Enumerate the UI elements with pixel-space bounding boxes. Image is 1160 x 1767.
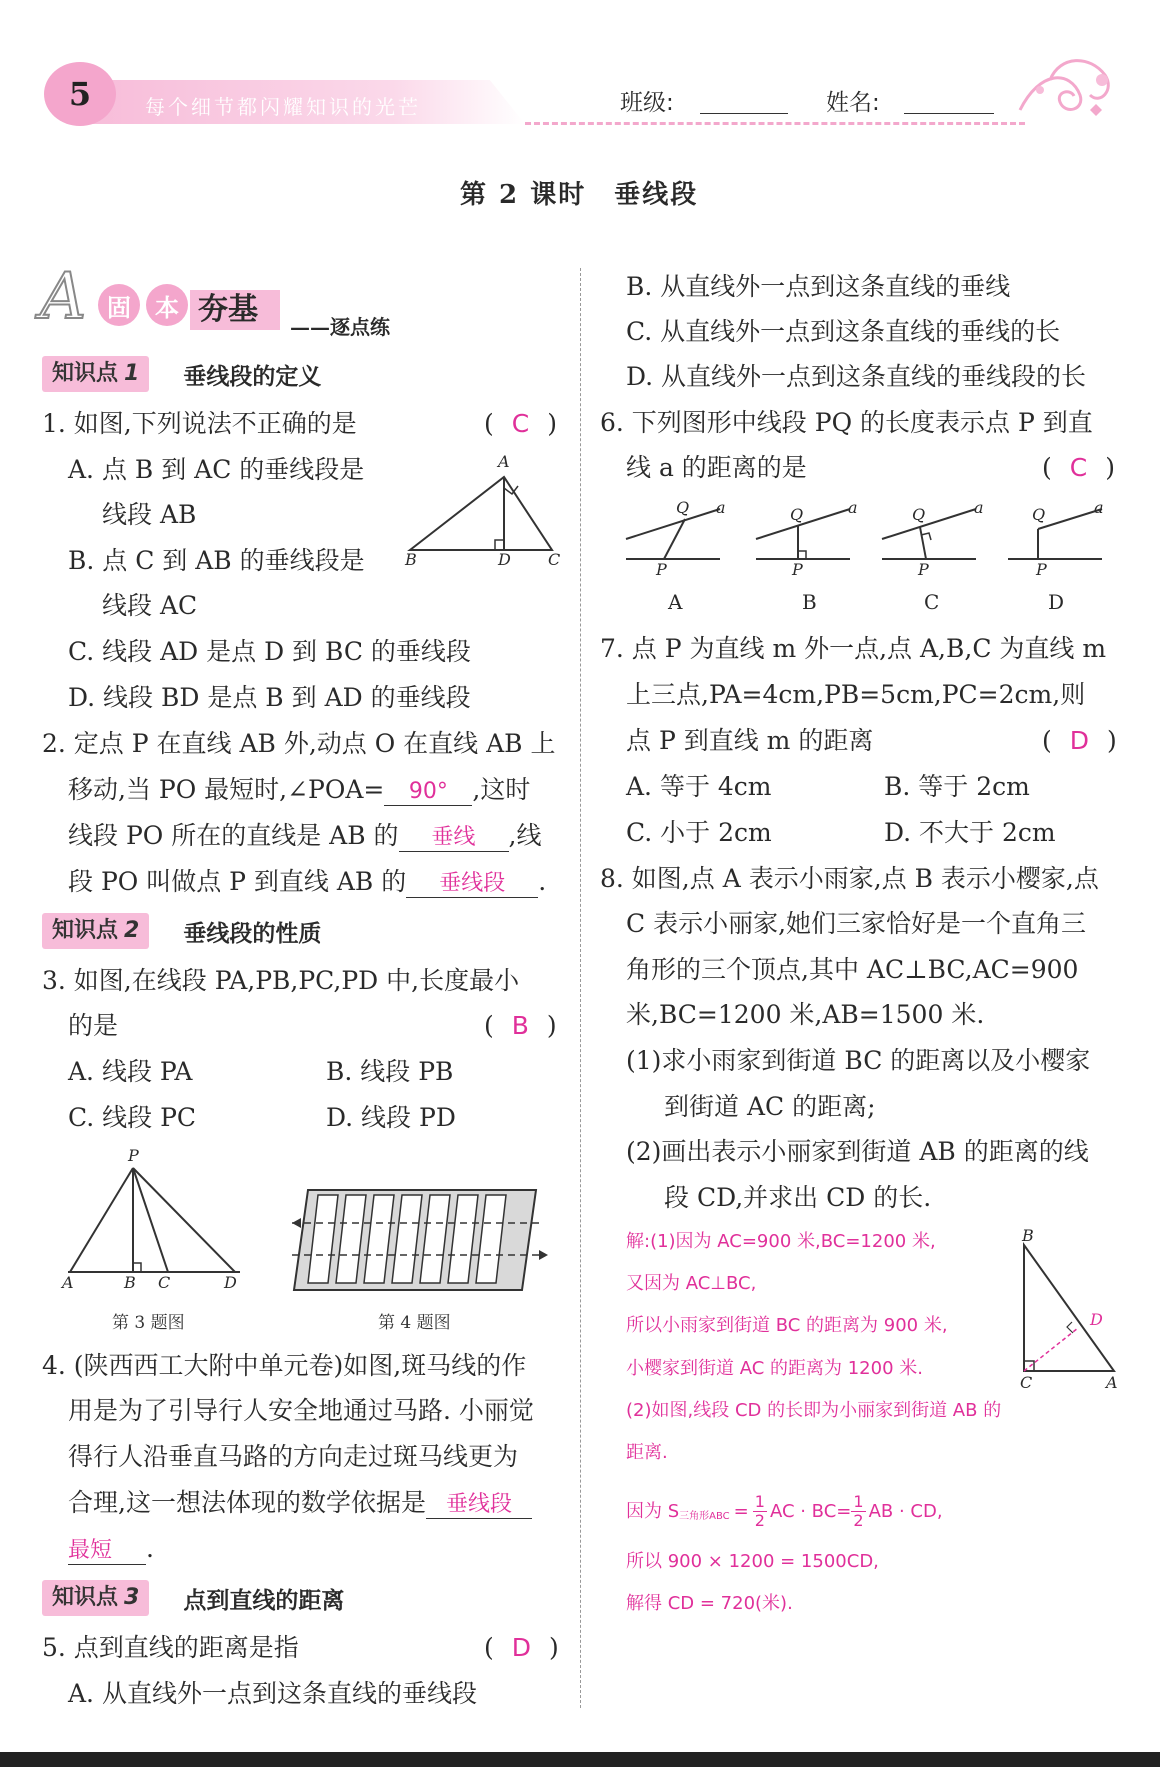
q3-line2: 的是 (68, 1011, 119, 1040)
q2-line2: 移动,当 PO 最短时,∠POA= 90° ,这时 (68, 775, 531, 804)
q6-fig-a-a: a (716, 498, 726, 517)
q8-line4: 米,BC=1200 米,AB=1500 米. (626, 1000, 985, 1029)
q7-line3: 点 P 到直线 m 的距离 (626, 726, 874, 755)
q8-solution-2: 又因为 AC⊥BC, (626, 1273, 757, 1294)
q1-answer: C (511, 409, 530, 438)
q6-label-b: B (802, 590, 817, 614)
q8-solution-4: 小樱家到街道 AC 的距离为 1200 米. (626, 1358, 923, 1379)
name-field[interactable] (904, 113, 994, 114)
q4-blank-2[interactable]: 最短 (68, 1538, 146, 1565)
q6-line2: 线 a 的距离的是 (626, 453, 807, 482)
q7-option-c: C. 小于 2cm (626, 818, 772, 847)
q1-label-c: C (548, 550, 561, 569)
q6-fig-b-p: P (792, 560, 803, 579)
q1-label-d: D (498, 550, 511, 569)
q8-right-triangle-figure (1010, 1235, 1120, 1380)
q7-line2: 上三点,PA=4cm,PB=5cm,PC=2cm,则 (626, 680, 1086, 709)
q3-caption: 第 3 题图 (112, 1313, 185, 1333)
q8-solution-7: 因为 S 三角形ABC = $\frac{1}{2}$ AC · BC= $\frac{1}{2}$ AB · CD, (626, 1492, 943, 1530)
q2-blank-3[interactable]: 垂线段 (406, 871, 538, 898)
q7-answer: D (1069, 726, 1090, 755)
section-badge-2 (146, 284, 188, 326)
q8-solution-9: 解得 CD = 720(米). (626, 1593, 793, 1614)
q8-solution-3: 所以小雨家到街道 BC 的距离为 900 米, (626, 1315, 948, 1336)
q5-stem: 5. 点到直线的距离是指 (42, 1633, 299, 1662)
q7-line1: 7. 点 P 为直线 m 外一点,点 A,B,C 为直线 m (600, 634, 1107, 663)
q3-line1: 3. 如图,在线段 PA,PB,PC,PD 中,长度最小 (42, 966, 520, 995)
q3-label-a: A (62, 1273, 74, 1292)
q4-caption: 第 4 题图 (378, 1313, 451, 1333)
kp2-title: 垂线段的性质 (183, 920, 322, 947)
q3-label-b: B (124, 1273, 136, 1292)
section-badge-2-text: 本 (155, 293, 179, 322)
q6-fig-c-p: P (918, 560, 929, 579)
section-badge-1 (98, 284, 140, 326)
knowledge-point-1 (42, 356, 321, 392)
q1-triangle-figure (400, 455, 570, 565)
q3-option-b: B. 线段 PB (326, 1057, 454, 1086)
section-letter: A (40, 260, 87, 334)
q2-line3: 线段 PO 所在的直线是 AB 的 垂线 ,线 (68, 821, 542, 850)
section-badge-1-text: 固 (107, 293, 131, 322)
column-divider (580, 268, 581, 1708)
q6-label-d: D (1048, 590, 1065, 614)
bottom-bar (0, 1752, 1160, 1767)
q6-fig-d-q: Q (1032, 505, 1046, 524)
q5-answer: D (511, 1633, 532, 1662)
q4-line5: 最短 . (68, 1534, 154, 1563)
q1-option-d: D. 线段 BD 是点 B 到 AD 的垂线段 (68, 683, 471, 712)
class-field[interactable] (700, 113, 788, 114)
q6-fig-c-q: Q (912, 505, 926, 524)
q4-line3: 得行人沿垂直马路的方向走过斑马线更为 (68, 1442, 519, 1471)
q3-label-c: C (158, 1273, 171, 1292)
q1-stem: 1. 如图,下列说法不正确的是 (42, 409, 357, 438)
q8-label-b: B (1022, 1226, 1034, 1245)
q1-label-a: A (498, 452, 510, 471)
q8-solution-6: 距离. (626, 1442, 668, 1463)
q8-solution-5: (2)如图,线段 CD 的长即为小丽家到街道 AB 的 (626, 1400, 1002, 1421)
q8-line1: 8. 如图,点 A 表示小雨家,点 B 表示小樱家,点 (600, 864, 1099, 893)
q1-label-b: B (405, 550, 417, 569)
q4-line2: 用是为了引导行人安全地通过马路. 小丽觉 (68, 1396, 534, 1425)
q7-option-a: A. 等于 4cm (626, 772, 772, 801)
q4-zebra-crossing-figure (290, 1185, 550, 1295)
q8-line3: 角形的三个顶点,其中 AC⊥BC,AC=900 (626, 955, 1079, 984)
q5-answer-box: ( D ) (484, 1633, 559, 1662)
q3-option-a: A. 线段 PA (68, 1057, 193, 1086)
kp1-tag: 知识点 1 (42, 356, 149, 392)
q8-part1-cont: 到街道 AC 的距离; (664, 1092, 876, 1121)
name-label: 姓名: (826, 90, 880, 116)
q8-part2-cont: 段 CD,并求出 CD 的长. (664, 1183, 932, 1212)
q1-option-a-cont: 线段 AB (102, 500, 197, 529)
page-number-badge (44, 62, 116, 126)
q8-line2: C 表示小丽家,她们三家恰好是一个直角三 (626, 909, 1087, 938)
q3-option-d: D. 线段 PD (326, 1103, 456, 1132)
q3-answer: B (511, 1011, 529, 1040)
q1-option-b-cont: 线段 AC (102, 591, 198, 620)
floral-ornament-icon (1010, 50, 1120, 130)
q3-label-p: P (128, 1146, 139, 1165)
q2-blank-2[interactable]: 垂线 (399, 825, 509, 852)
q6-answer-box: ( C ) (1042, 453, 1115, 482)
q6-fig-d-p: P (1036, 560, 1047, 579)
kp1-title: 垂线段的定义 (183, 363, 322, 390)
kp2-tag: 知识点 2 (42, 913, 149, 949)
q8-label-a: A (1106, 1373, 1118, 1392)
q8-solution-1: 解:(1)因为 AC=900 米,BC=1200 米, (626, 1231, 936, 1252)
q4-blank-1[interactable]: 垂线段 (426, 1492, 532, 1519)
q3-option-c: C. 线段 PC (68, 1103, 197, 1132)
q5-option-d: D. 从直线外一点到这条直线的垂线段的长 (626, 362, 1087, 391)
q2-line1: 2. 定点 P 在直线 AB 外,动点 O 在直线 AB 上 (42, 729, 556, 758)
knowledge-point-3 (42, 1580, 344, 1616)
q3-answer-box: ( B ) (484, 1011, 557, 1040)
q6-label-c: C (924, 590, 940, 614)
lesson-title: 第 2 课时 垂线段 (460, 180, 699, 210)
q6-label-a: A (668, 590, 683, 614)
q1-option-b: B. 点 C 到 AB 的垂线段是 (68, 546, 365, 575)
kp3-tag: 知识点 3 (42, 1580, 149, 1616)
header-dash-line (525, 122, 1025, 125)
q6-fig-c-a: a (974, 498, 984, 517)
q4-line4: 合理,这一想法体现的数学依据是 垂线段 (68, 1488, 532, 1519)
q6-fig-b-a: a (848, 498, 858, 517)
knowledge-point-2 (42, 913, 321, 949)
section-title: 夯基 (198, 292, 258, 327)
q8-label-d: D (1090, 1310, 1103, 1329)
kp3-title: 点到直线的距离 (183, 1587, 345, 1614)
q1-answer-box: ( C ) (484, 409, 557, 438)
q5-option-b: B. 从直线外一点到这条直线的垂线 (626, 272, 1011, 301)
section-subtitle: ——逐点练 (290, 315, 390, 339)
q3-label-d: D (224, 1273, 237, 1292)
q6-fig-b-q: Q (790, 505, 804, 524)
q6-line1: 6. 下列图形中线段 PQ 的长度表示点 P 到直 (600, 408, 1093, 437)
header-slogan: 每个细节都闪耀知识的光芒 (145, 95, 421, 119)
q7-answer-box: ( D ) (1042, 726, 1117, 755)
q8-label-c: C (1020, 1373, 1033, 1392)
q6-fig-a-q: Q (676, 498, 690, 517)
q2-line4: 段 PO 叫做点 P 到直线 AB 的 垂线段 . (68, 867, 547, 896)
q8-solution-8: 所以 900 × 1200 = 1500CD, (626, 1551, 879, 1572)
q8-part2: (2)画出表示小丽家到街道 AB 的距离的线 (626, 1137, 1089, 1166)
q6-answer: C (1069, 453, 1088, 482)
q8-part1: (1)求小雨家到街道 BC 的距离以及小樱家 (626, 1046, 1091, 1075)
q7-option-b: B. 等于 2cm (884, 772, 1030, 801)
q7-option-d: D. 不大于 2cm (884, 818, 1056, 847)
q5-option-a: A. 从直线外一点到这条直线的垂线段 (68, 1679, 477, 1708)
q5-option-c: C. 从直线外一点到这条直线的垂线的长 (626, 317, 1061, 346)
q1-option-a: A. 点 B 到 AC 的垂线段是 (68, 455, 365, 484)
q3-figure (60, 1150, 250, 1285)
class-label: 班级: (620, 90, 674, 116)
q4-line1: 4. (陕西西工大附中单元卷)如图,斑马线的作 (42, 1351, 527, 1380)
q6-fig-a-p: P (656, 560, 667, 579)
q2-blank-1[interactable]: 90° (384, 779, 472, 806)
q6-fig-d-a: a (1094, 498, 1104, 517)
q1-option-c: C. 线段 AD 是点 D 到 BC 的垂线段 (68, 637, 471, 666)
page-number: 5 (68, 75, 92, 113)
